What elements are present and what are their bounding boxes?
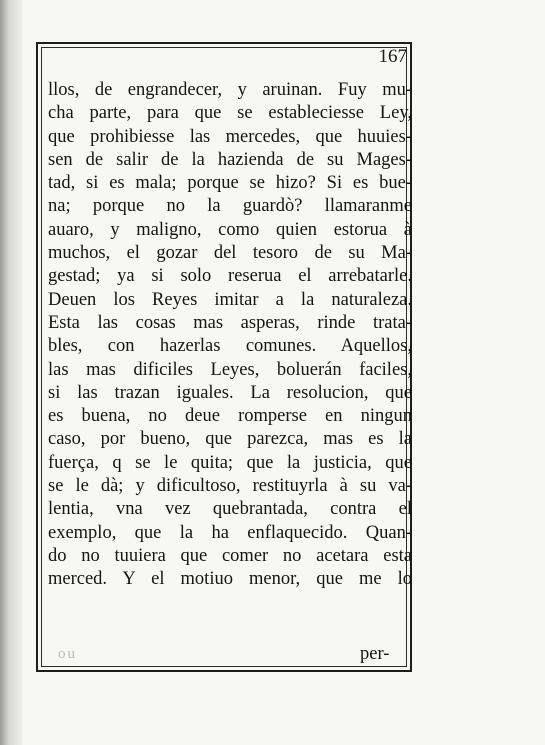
text-line: si las trazan iguales. La resolucion, que <box>48 382 412 403</box>
text-line: lentia, vna vez quebrantada, contra el <box>48 499 412 520</box>
page-gutter-shadow <box>0 0 22 745</box>
text-line: cha parte, para que se estableciesse Ley, <box>48 103 412 124</box>
text-line: se le dà; y dificultoso, restituyrla à su va- <box>48 476 412 497</box>
text-line: exemplo, que la ha enflaquecido. Quan- <box>48 522 412 543</box>
text-line: que prohibiesse las mercedes, que huuies- <box>48 126 412 147</box>
text-line: gestad; ya si solo reserua el arrebatarle. <box>48 266 412 287</box>
text-line: llos, de engrandecer, y aruinan. Fuy mu- <box>48 80 412 100</box>
page-number: 167 <box>378 46 407 67</box>
text-block <box>48 79 412 592</box>
text-line: tad, si es mala; porque se hizo? Si es bue- <box>48 173 412 194</box>
text-line: sen de salir de la hazienda de su Mages- <box>48 149 412 170</box>
text-line: es buena, no deue romperse en ningun <box>48 406 412 427</box>
text-line: las mas dificiles Leyes, boluerán faciles, <box>48 359 412 380</box>
text-line: merced. Y el motiuo menor, que me lo <box>48 569 412 590</box>
text-line: auaro, y maligno, como quien estorua à <box>48 219 412 240</box>
text-line: do no tuuiera que comer no acetara esta <box>48 545 412 566</box>
text-line: Esta las cosas mas asperas, rinde trata- <box>48 312 412 333</box>
text-line: Deuen los Reyes imitar a la naturaleza. <box>48 289 412 310</box>
text-line: na; porque no la guardò? llamaranme <box>48 196 412 217</box>
text-line: muchos, el gozar del tesoro de su Ma- <box>48 243 412 264</box>
text-line: bles, con hazerlas comunes. Aquellos, <box>48 336 412 357</box>
bleed-through-text: ou <box>58 646 77 662</box>
text-line: caso, por bueno, que parezca, mas es la <box>48 429 412 450</box>
catchword: per- <box>360 644 390 664</box>
text-line: fuerça, q se le quita; que la justicia, que <box>48 452 412 473</box>
